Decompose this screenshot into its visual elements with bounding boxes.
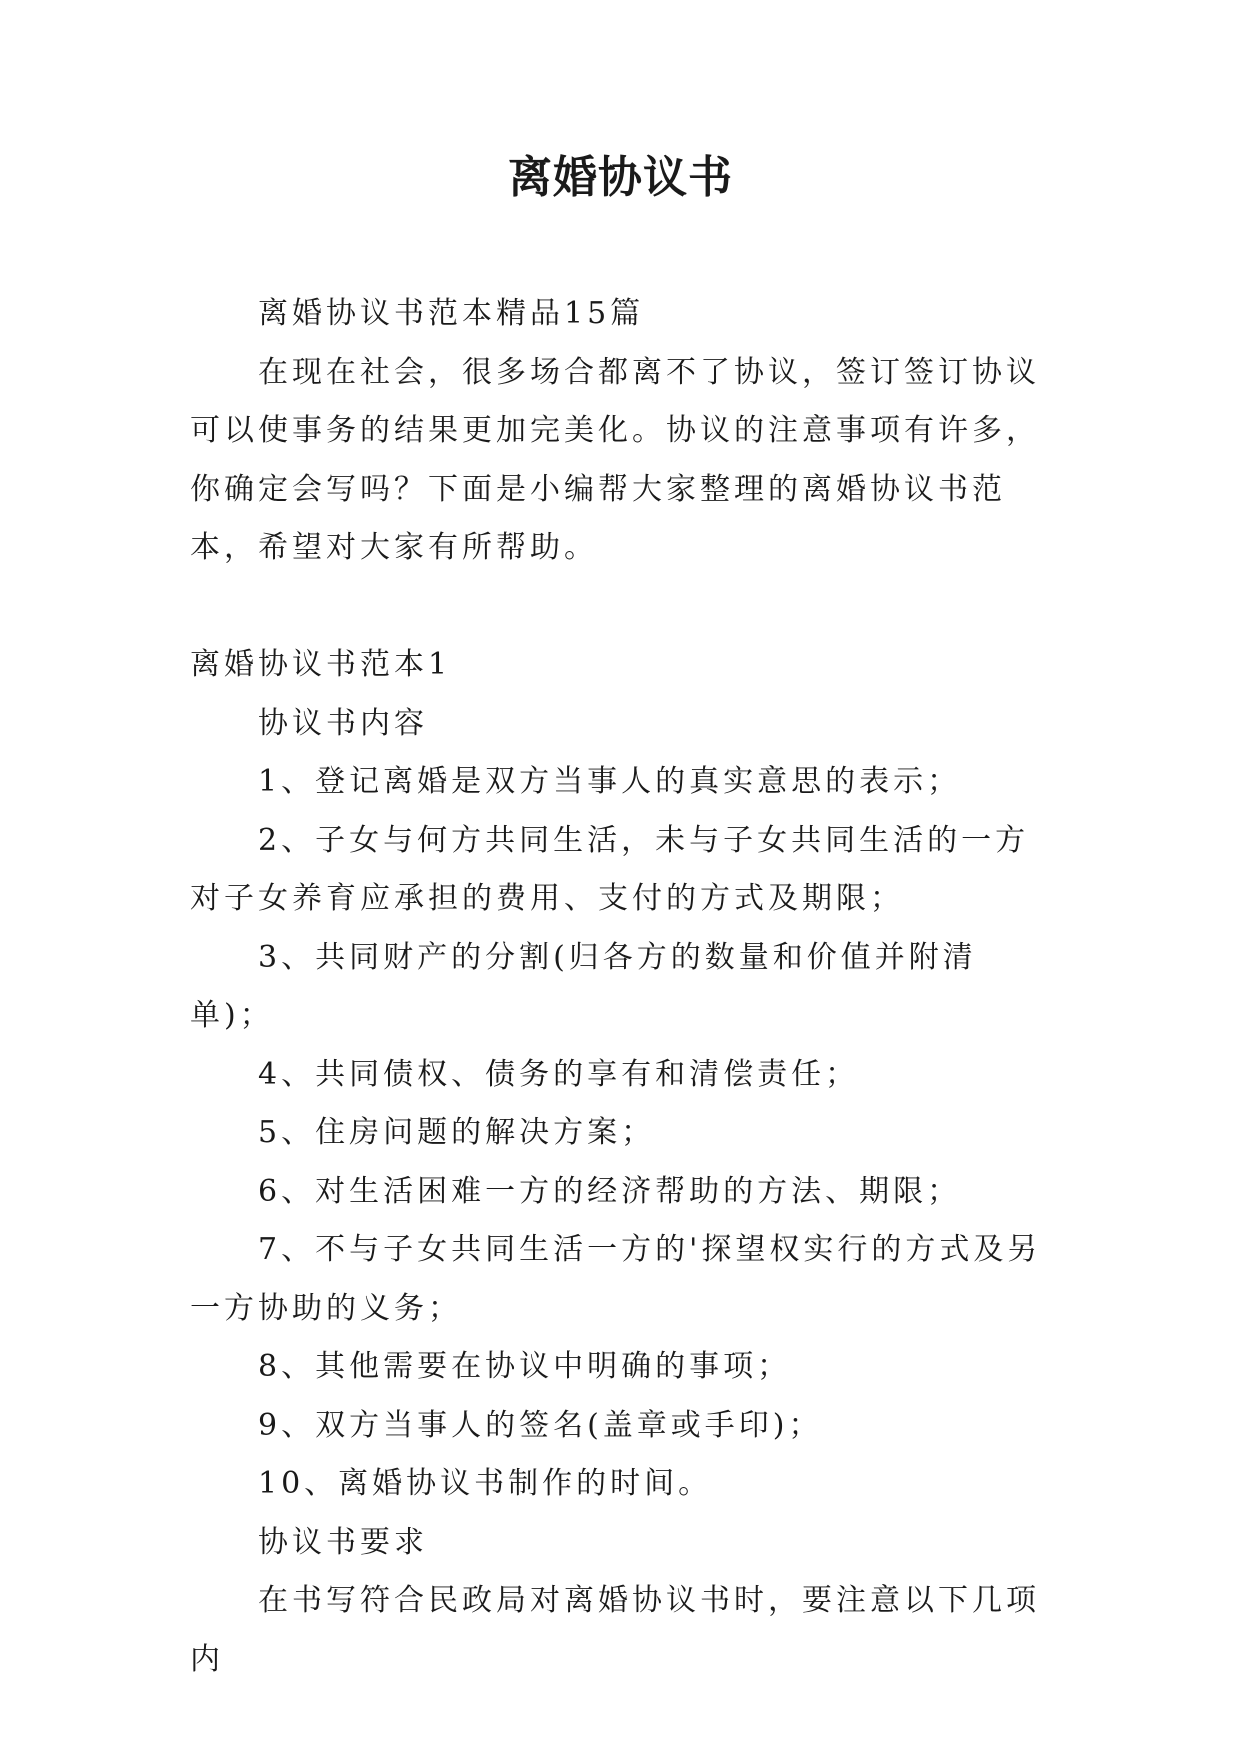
list-item: 1、登记离婚是双方当事人的真实意思的表示；	[258, 764, 962, 799]
list-item: 3、共同财产的分割(归各方的数量和价值并附清单)；	[190, 939, 977, 1033]
requirements-heading: 协议书要求	[258, 1524, 428, 1560]
document-subtitle: 离婚协议书范本精品15篇	[258, 296, 645, 331]
list-item: 5、住房问题的解决方案；	[258, 1115, 656, 1150]
list-item: 4、共同债权、债务的享有和清偿责任；	[258, 1056, 860, 1092]
list-item: 7、不与子女共同生活一方的'探望权实行的方式及另一方协助的义务；	[190, 1232, 1042, 1326]
list-item: 9、双方当事人的签名(盖章或手印)；	[258, 1407, 823, 1443]
list-item: 2、子女与何方共同生活，未与子女共同生活的一方对子女养育应承担的费用、支付的方式及期限；	[190, 822, 1030, 916]
requirements-paragraph: 在书写符合民政局对离婚协议书时，要注意以下几项内	[190, 1583, 1040, 1677]
content-heading: 协议书内容	[258, 705, 428, 741]
intro-paragraph: 在现在社会，很多场合都离不了协议，签订签订协议可以使事务的结果更加完美化。协议的注意事项有许多，你确定会写吗？下面是小编帮大家整理的离婚协议书范本，希望对大家有所帮助。	[190, 354, 1040, 565]
document-title: 离婚协议书	[508, 152, 733, 203]
list-item: 10、离婚协议书制作的时间。	[258, 1466, 713, 1501]
section-title: 离婚协议书范本1	[190, 647, 452, 682]
paragraph-gap	[190, 578, 1050, 637]
document-body	[190, 285, 1050, 1689]
list-item: 8、其他需要在协议中明确的事项；	[258, 1349, 792, 1384]
list-item: 6、对生活困难一方的经济帮助的方法、期限；	[258, 1173, 962, 1209]
